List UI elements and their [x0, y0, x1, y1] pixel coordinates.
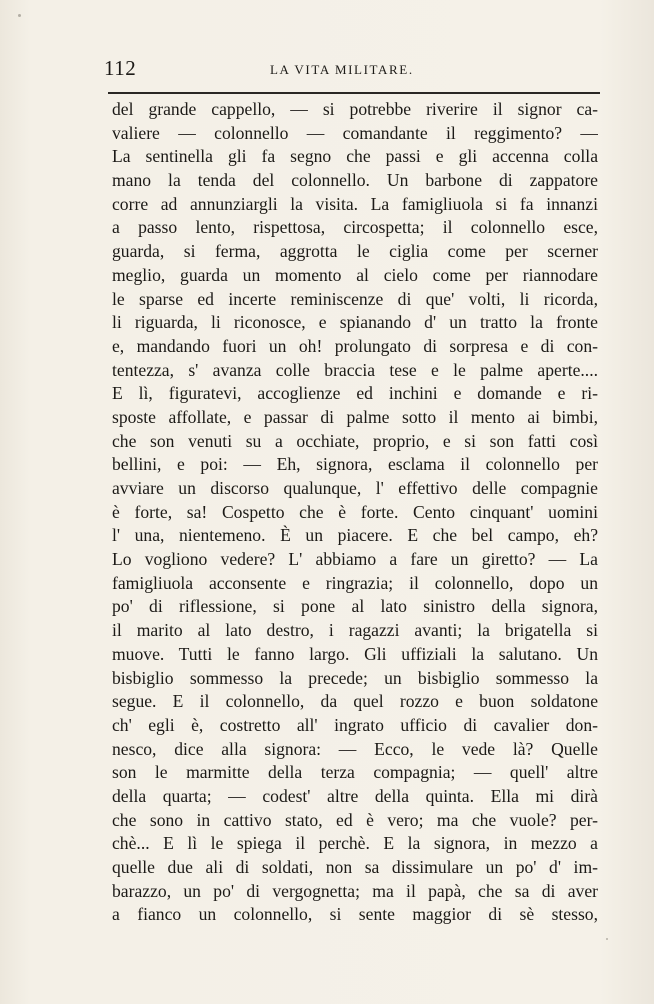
header-rule	[108, 92, 600, 94]
text-line: che sono in cattivo stato, ed è vero; ma che vuole? per-	[112, 809, 598, 830]
paper-speck	[18, 14, 21, 17]
text-line: a fianco un colonnello, si sente maggior di sè stesso,	[112, 904, 598, 925]
text-line: valiere — colonnello — comandante il reggimento? —	[112, 122, 598, 143]
body-text	[112, 98, 598, 927]
text-line: barazzo, un po' di vergognetta; ma il papà, che sa di aver	[112, 880, 598, 901]
text-line: sposte affollate, e passar di palme sotto il mento ai bimbi,	[112, 406, 598, 427]
running-head	[104, 56, 600, 86]
paper-speck	[606, 938, 608, 940]
text-line: muove. Tutti le fanno largo. Gli uffiziali la salutano. Un	[112, 643, 598, 664]
page-number: 112	[104, 56, 137, 80]
text-line: mano la tenda del colonnello. Un barbone di zappatore	[112, 170, 598, 191]
text-line: ch' egli è, costretto all' ingrato ufficio di cavalier don-	[112, 714, 598, 735]
text-line: che son venuti su a occhiate, proprio, e si son fatti così	[112, 430, 598, 451]
text-line: l' una, nientemeno. È un piacere. E che bel campo, eh?	[112, 525, 598, 546]
text-line: Lo vogliono vedere? L' abbiamo a fare un giretto? — La	[112, 549, 598, 570]
text-line: della quarta; — codest' altre della quinta. Ella mi dirà	[112, 785, 598, 806]
text-line: famigliuola acconsente e ringrazia; il colonnello, dopo un	[112, 572, 598, 593]
text-line: le sparse ed incerte reminiscenze di que' volti, li ricorda,	[112, 288, 598, 309]
text-line: tentezza, s' avanza colle braccia tese e le palme aperte....	[112, 359, 598, 380]
running-title: LA VITA MILITARE.	[270, 62, 414, 77]
text-line: è forte, sa! Cospetto che è forte. Cento cinquant' uomini	[112, 501, 598, 522]
text-line: nesco, dice alla signora: — Ecco, le vede là? Quelle	[112, 738, 598, 759]
text-line: guarda, si ferma, aggrotta le ciglia come per scerner	[112, 241, 598, 262]
text-line: e, mandando fuori un oh! prolungato di sorpresa e di con-	[112, 335, 598, 356]
text-line: po' di riflessione, si pone al lato sinistro della signora,	[112, 596, 598, 617]
text-line: chè... E lì le spiega il perchè. E la signora, in mezzo a	[112, 833, 598, 854]
text-line: a passo lento, rispettosa, circospetta; il colonnello esce,	[112, 217, 598, 238]
text-line: li riguarda, li riconosce, e spianando d' un tratto la fronte	[112, 312, 598, 333]
text-line: meglio, guarda un momento al cielo come per riannodare	[112, 264, 598, 285]
text-line: del grande cappello, — si potrebbe riverire il signor ca-	[112, 99, 598, 119]
text-line: avviare un discorso qualunque, l' effettivo delle compagnie	[112, 478, 598, 498]
text-line: son le marmitte della terza compagnia; — quell' altre	[112, 762, 598, 783]
text-line: segue. E il colonnello, da quel rozzo e buon soldatone	[112, 691, 598, 712]
text-line: il marito al lato destro, i ragazzi avanti; la brigatella si	[112, 620, 598, 641]
text-line: bellini, e poi: — Eh, signora, esclama il colonnello per	[112, 454, 598, 475]
text-line: corre ad annunziargli la visita. La famigliuola si fa innanzi	[112, 193, 598, 214]
text-line: La sentinella gli fa segno che passi e gli accenna colla	[112, 146, 598, 167]
text-line: E lì, figuratevi, accoglienze ed inchini e domande e ri-	[112, 383, 598, 404]
text-line: quelle due ali di soldati, non sa dissimulare un po' d' im-	[112, 857, 598, 877]
text-line: bisbiglio sommesso la precede; un bisbiglio sommesso la	[112, 667, 598, 688]
